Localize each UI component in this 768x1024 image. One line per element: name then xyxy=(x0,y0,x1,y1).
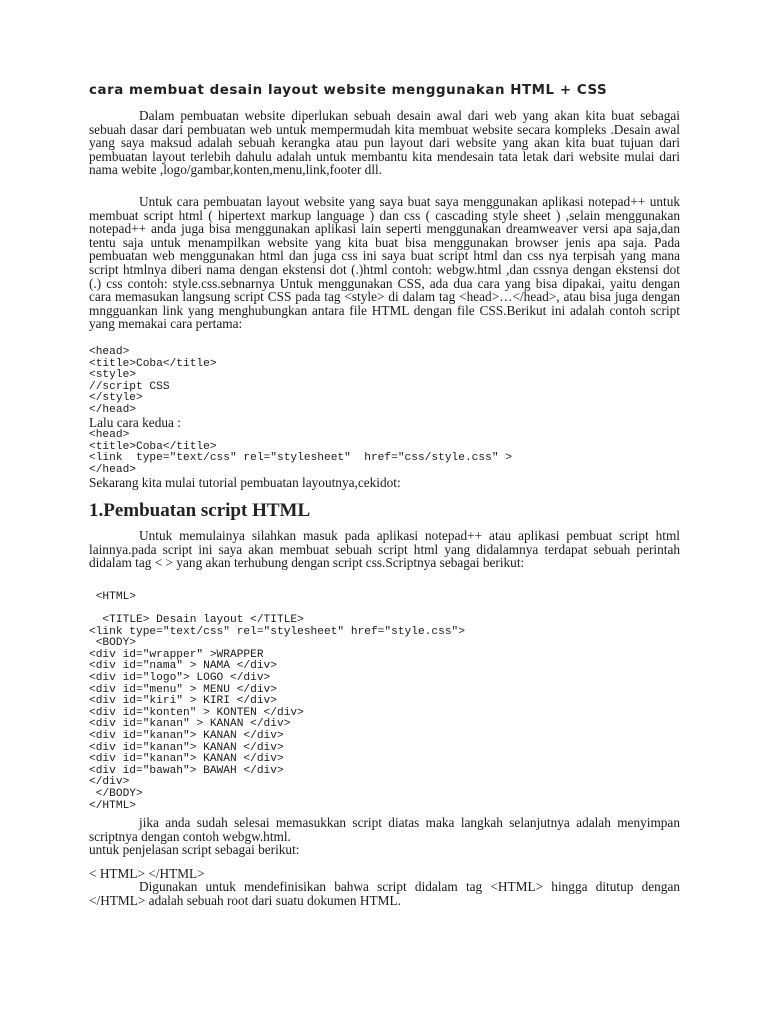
html-script-paragraph: Untuk memulainya silahkan masuk pada aplikasi notepad++ atau aplikasi pembuat script html lainnya.pada script ini saya akan membuat sebuah script html yang didalamnya terdapat sebuah perintah didalam tag < > yang akan terhubung dengan script css.Scriptnya sebagai berikut: xyxy=(89,528,680,571)
html-tag-explanation: Digunakan untuk mendefinisikan bahwa script didalam tag <HTML> hingga ditutup dengan </HTML> adalah sebuah root dari suatu dokumen HTML. xyxy=(89,879,680,909)
method-paragraph: Untuk cara pembuatan layout website yang saya buat saya menggunakan aplikasi notepad++ untuk membuat script html ( hipertext markup language ) dan css ( cascading style sheet ) ,selain menggunakan notepad++ anda juga bisa menggunakan aplikasi lain seperti menggunakan dreamweaver versi apa saja,dan tentu saja untuk menampilkan website yang kita buat bisa menggunakan browser jenis apa saja. Pada pembuatan web menggunakan html dan juga css ini saya buat script html dan css nya terpisah yang mana script htmlnya diberi nama dengan ekstensi dot (.)html contoh: webgw.html ,dan cssnya dengan ekstensi dot (.) css contoh: style.css.sebnarnya Untuk menggunakan CSS, ada dua cara yang bisa dipakai, yaitu dengan cara memasukan langsung script CSS pada tag <style> di dalam tag <head>…</head>, atau bisa juga dengan mngguankan link yang menghubungkan antara file HTML dengan file CSS.Berikut ini adalah contoh script yang memakai cara pertama: xyxy=(89,193,680,332)
section-heading: 1.Pembuatan script HTML xyxy=(89,500,311,522)
code-example-link: <link type="text/css" rel="stylesheet" href="css/style.css" > </head> xyxy=(89,452,512,476)
second-method-label: Lalu cara kedua : xyxy=(89,415,181,431)
code-example-internal-css: <head> <title>Coba</title> <style> //script CSS </style> </head> xyxy=(89,345,217,416)
code-example-head: <head> <title>Coba</title> xyxy=(89,429,217,453)
intro-paragraph: Dalam pembuatan website diperlukan sebuah desain awal dari web yang akan kita buat sebagai sebuah dasar dari pembuatan web untuk mempermudah kita membuat website secara kompleks .Desain awal yang saya maksud adalah sebuah kerangka atau pun layout dari website yang akan kita buat tujuan dari pembuatan layout terlebih dahulu adalah untuk membantu kita mendesain tata letak dari website mulai dari nama webite ,logo/gambar,konten,menu,link,footer dll. xyxy=(89,108,680,178)
tutorial-intro-line: Sekarang kita mulai tutorial pembuatan layoutnya,cekidot: xyxy=(89,475,401,491)
explanation-intro-line: untuk penjelasan script sebagai berikut: xyxy=(89,842,300,858)
document-title: cara membuat desain layout website menggunakan HTML + CSS xyxy=(89,83,608,98)
html-tag-label: < HTML> </HTML> xyxy=(89,865,205,881)
code-example-html-layout: <HTML> <TITLE> Desain layout </TITLE> <link type="text/css" rel="stylesheet" href="style.css"> <BODY> <div id="wrapper" >WRAPPER <div id="nama" > NAMA </div> <div id="logo"> LOGO </div> <div id="menu" > MENU </div> <div id="kiri" > KIRI </div> <div id="konten" > KONTEN </div> <div id="kanan" > KANAN </div> <div id="kanan"> KANAN </div> <div id="kanan"> KANAN </div> <div id="kanan"> KANAN </div> <div id="bawah"> BAWAH </div> </div> </BODY> </HTML> xyxy=(89,590,465,812)
save-script-paragraph: jika anda sudah selesai memasukkan script diatas maka langkah selanjutnya adalah menyimpan scriptnya dengan contoh webgw.html. xyxy=(89,815,680,844)
